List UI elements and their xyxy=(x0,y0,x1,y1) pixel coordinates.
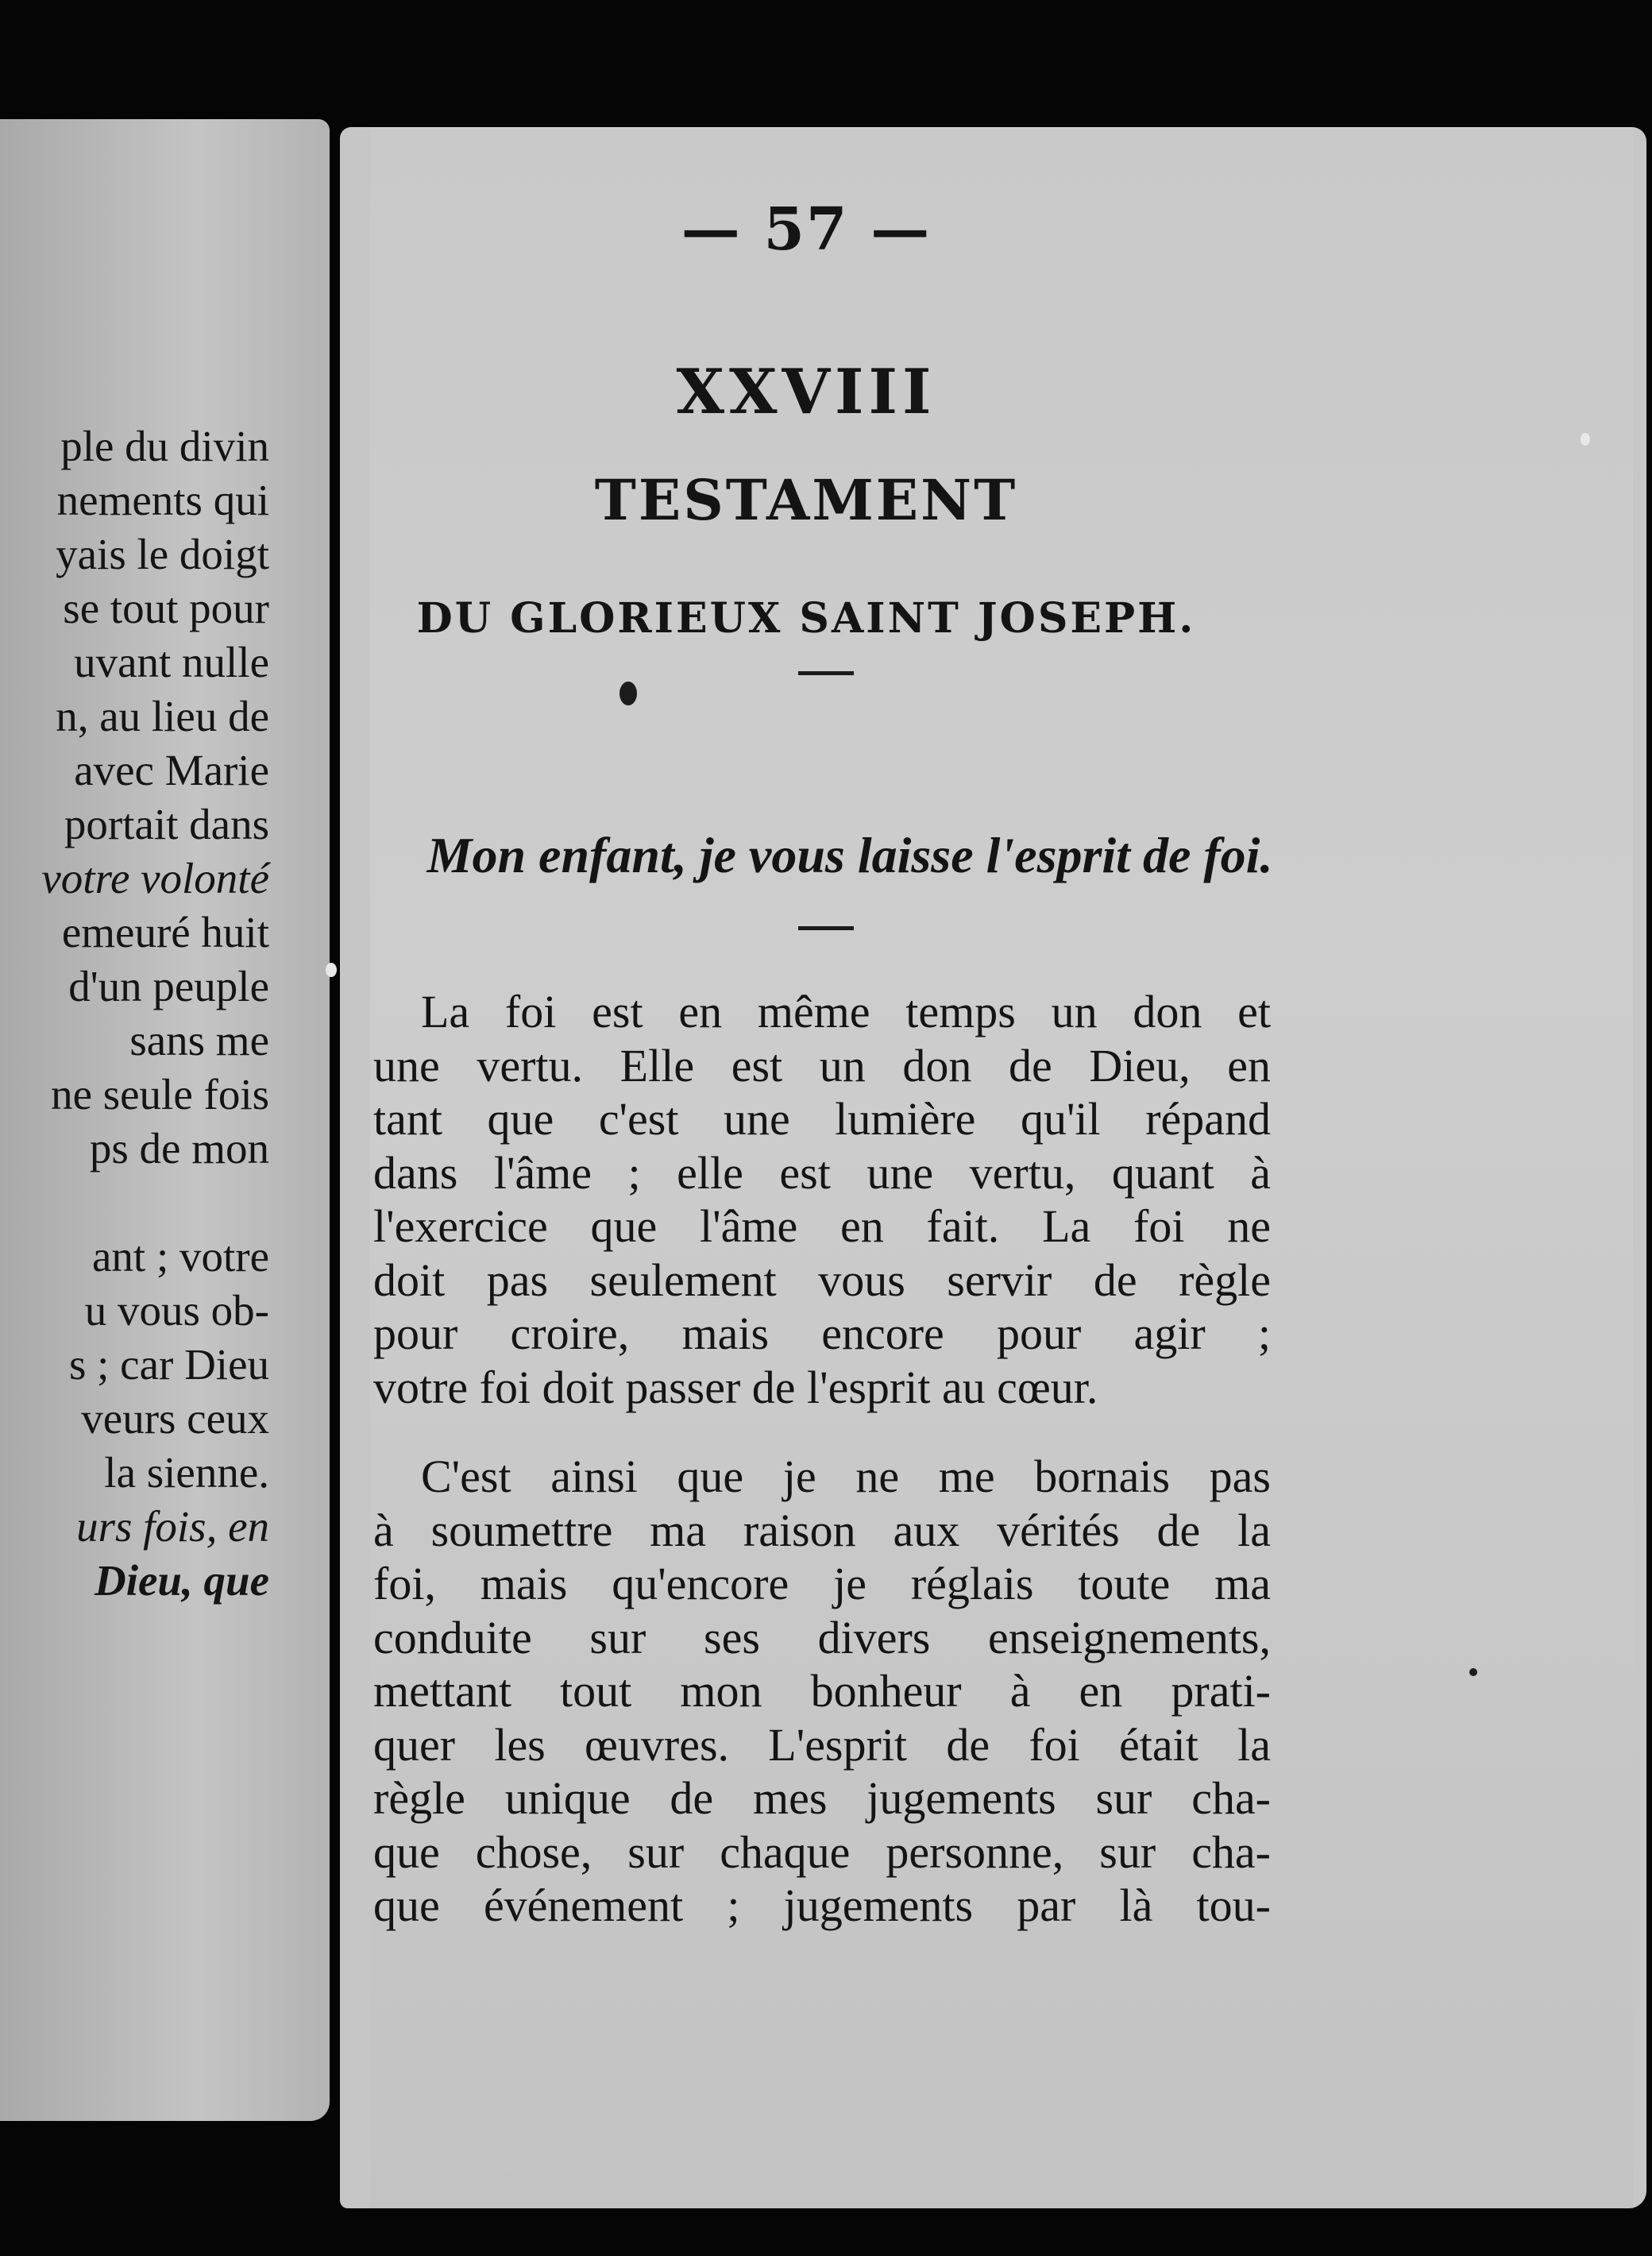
text-line: doit pas seulement vous servir de règle xyxy=(373,1254,1271,1306)
text-line: nements qui xyxy=(56,476,269,524)
text-line: la sienne. xyxy=(104,1448,269,1497)
text-line: veurs ceux xyxy=(81,1394,269,1443)
text-line: yais le doigt xyxy=(56,530,269,578)
text-line: sans me xyxy=(129,1016,269,1064)
text-line: l'exercice que l'âme en fait. La foi ne xyxy=(373,1200,1271,1252)
text-line: ple du divin xyxy=(60,422,269,470)
text-line: d'un peuple xyxy=(68,962,269,1010)
paragraph xyxy=(373,985,1271,1414)
text-line: ps de mon xyxy=(89,1124,269,1172)
chapter-subtitle: DU GLORIEUX SAINT JOSEPH. xyxy=(416,594,1196,643)
text-line: votre volonté xyxy=(41,854,269,902)
text-line: votre foi doit passer de l'esprit au cœur. xyxy=(373,1361,1098,1413)
page-number: — 57 — xyxy=(681,195,932,264)
dust-speck xyxy=(326,963,337,977)
text-line: Dieu, que xyxy=(95,1556,269,1605)
previous-page-text xyxy=(0,419,269,1608)
dust-speck xyxy=(1581,433,1590,446)
divider-rule xyxy=(798,671,854,675)
text-line: une vertu. Elle est un don de Dieu, en xyxy=(373,1039,1271,1091)
text-line: ant ; votre xyxy=(92,1232,269,1281)
text-line: tant que c'est une lumière qu'il répand xyxy=(373,1093,1271,1145)
ink-speck xyxy=(1469,1668,1477,1676)
text-line: s ; car Dieu xyxy=(69,1340,269,1389)
text-line: à soumettre ma raison aux vérités de la xyxy=(373,1504,1271,1556)
text-line: portait dans xyxy=(64,800,269,848)
text-line: emeuré huit xyxy=(61,908,269,956)
text-line: dans l'âme ; elle est une vertu, quant à xyxy=(373,1146,1271,1199)
text-line: C'est ainsi que je ne me bornais pas xyxy=(421,1451,1271,1502)
ink-speck xyxy=(620,682,637,705)
text-line: La foi est en même temps un don et xyxy=(421,986,1271,1037)
text-line: règle unique de mes jugements sur cha- xyxy=(373,1772,1271,1824)
text-line: uvant nulle xyxy=(74,638,269,686)
divider-rule xyxy=(798,926,854,930)
text-line: u vous ob- xyxy=(84,1286,269,1335)
text-line: que événement ; jugements par là tou- xyxy=(373,1879,1271,1931)
previous-page xyxy=(0,119,330,2121)
paragraph-gap xyxy=(0,1176,269,1230)
text-line: mettant tout mon bonheur à en prati- xyxy=(373,1665,1271,1717)
text-line: urs fois, en xyxy=(76,1502,269,1551)
text-line: foi, mais qu'encore je réglais toute ma xyxy=(373,1558,1271,1609)
text-line: que chose, sur chaque personne, sur cha- xyxy=(373,1825,1271,1878)
text-line: avec Marie xyxy=(74,746,269,794)
chapter-title: TESTAMENT xyxy=(594,467,1018,533)
text-line: pour croire, mais encore pour agir ; xyxy=(373,1308,1271,1359)
text-line: quer les œuvres. L'esprit de foi était la xyxy=(373,1718,1271,1771)
text-line: conduite sur ses divers enseignements, xyxy=(373,1611,1271,1663)
epigraph: Mon enfant, je vous laisse l'esprit de foi. xyxy=(427,827,1273,883)
paragraph xyxy=(373,1450,1271,1933)
text-line: n, au lieu de xyxy=(56,692,269,740)
chapter-number: XXVIII xyxy=(676,356,936,428)
text-line: ne seule fois xyxy=(51,1070,269,1118)
text-line: se tout pour xyxy=(63,584,269,632)
